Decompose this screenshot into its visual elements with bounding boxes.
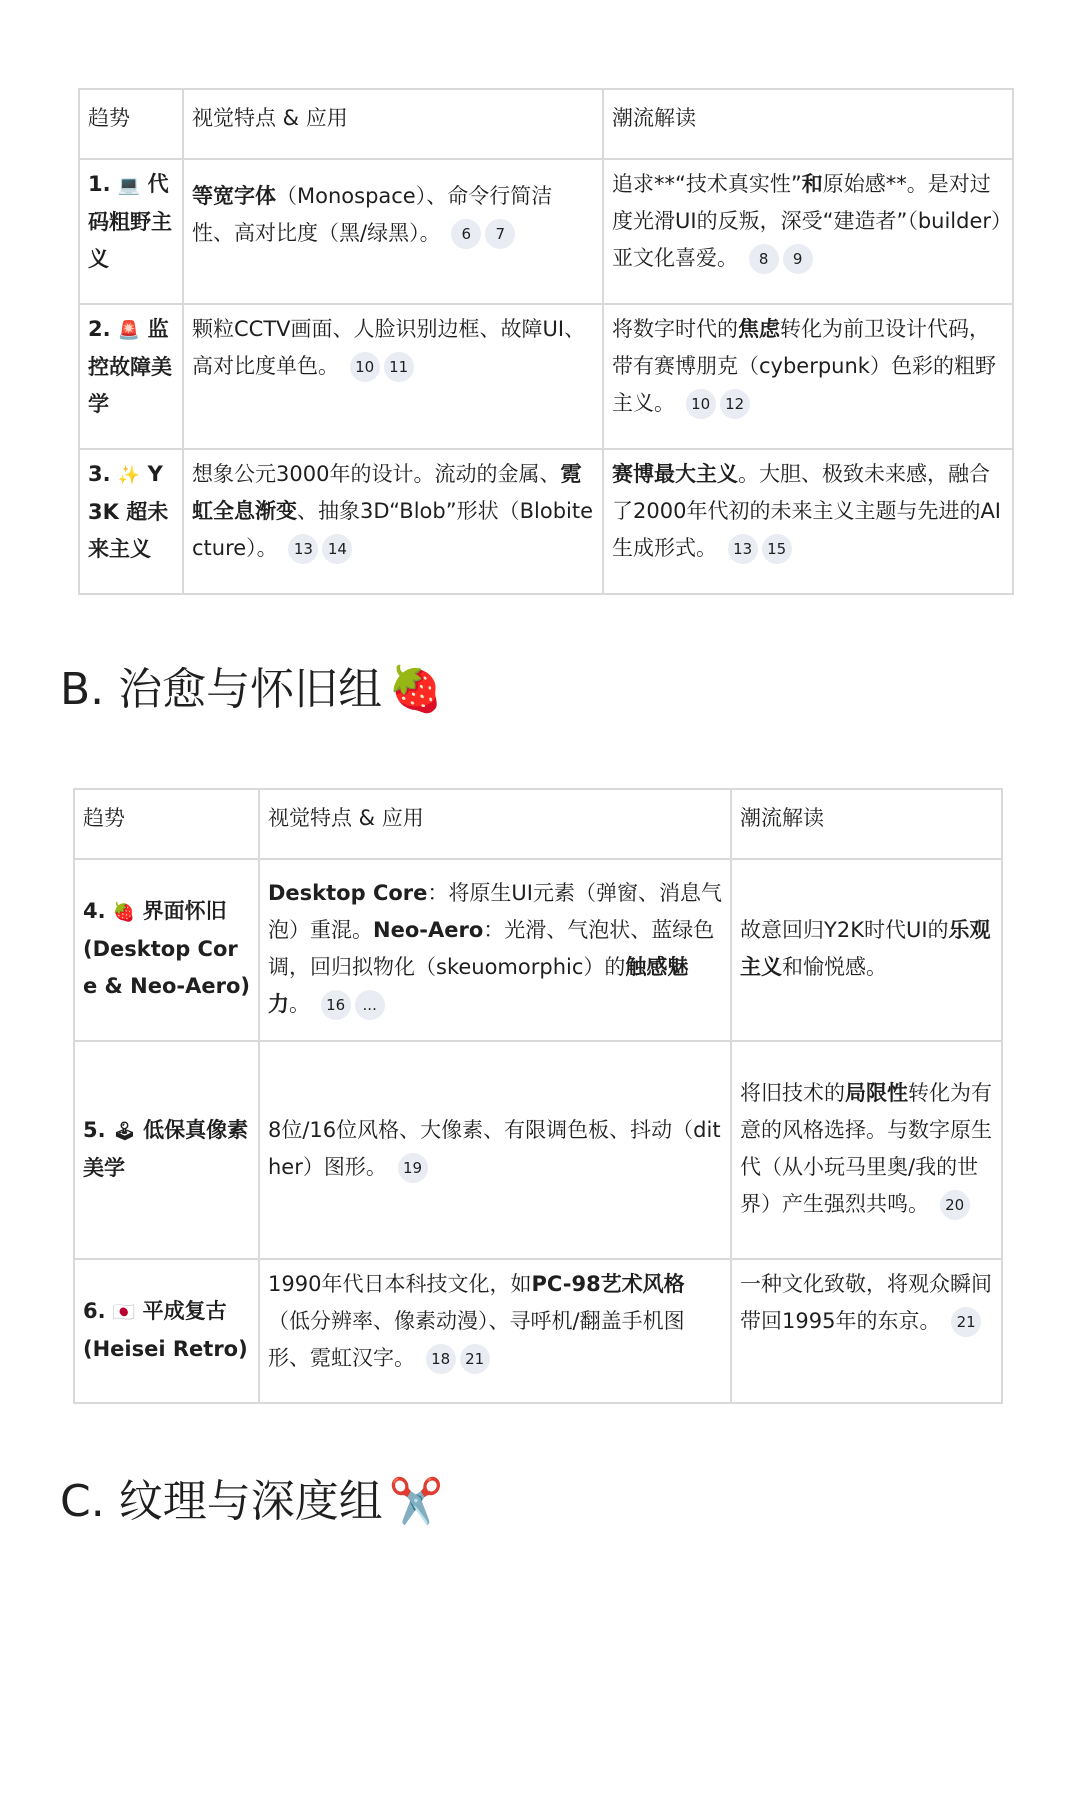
header-trend: 趋势 (79, 89, 183, 159)
citation-chip[interactable]: 10 (686, 389, 716, 419)
trend-number: 1. (88, 172, 111, 196)
citation-chip[interactable]: 6 (451, 219, 481, 249)
citation-chip[interactable]: 19 (398, 1153, 428, 1183)
header-reading: 潮流解读 (603, 89, 1013, 159)
citation-chip[interactable]: 14 (322, 534, 352, 564)
citation-chip[interactable]: 8 (749, 244, 779, 274)
header-visual: 视觉特点 & 应用 (259, 789, 731, 859)
visual-text: ：光滑、气泡状、蓝绿色调，回归拟物化（skeuomorphic）的 (268, 918, 715, 979)
visual-bold-text: 霓虹全息渐变 (192, 462, 582, 523)
visual-cell (183, 159, 603, 304)
section-heading-b (60, 662, 443, 718)
table-row (79, 449, 1013, 594)
scissors-icon: ✂️ (388, 1476, 444, 1527)
reading-text: 和愉悦感。 (782, 955, 887, 979)
citation-chip[interactable]: 16 (321, 990, 351, 1020)
citation-chip[interactable]: 12 (720, 389, 750, 419)
visual-text: （低分辨率、像素动漫）、寻呼机/翻盖手机图形、霓虹汉字。 (268, 1309, 685, 1370)
reading-bold-text: 焦虑 (738, 317, 780, 341)
trend-table-b (73, 788, 1003, 1404)
reading-bold-text: 乐观主义 (740, 918, 991, 979)
trend-name-cell (79, 159, 183, 304)
visual-text: 。 (289, 992, 310, 1016)
trend-title: 代码粗野主义 (88, 172, 172, 271)
reading-text: 追求**“技术真实性” (612, 172, 802, 196)
section-heading-c (60, 1474, 444, 1530)
trend-number: 3. (88, 462, 111, 486)
visual-cell (259, 1259, 731, 1403)
visual-bold-text: Neo-Aero (373, 918, 484, 942)
trend-title: 监控故障美学 (88, 317, 172, 416)
citation-chip[interactable]: 7 (485, 219, 515, 249)
trend-name-cell (74, 1041, 259, 1259)
trend-title: 界面怀旧 (Desktop Core & Neo-Aero) (83, 899, 251, 998)
table-row (79, 304, 1013, 449)
citation-more-chip[interactable]: ... (355, 990, 385, 1020)
citation-chip[interactable]: 21 (460, 1344, 490, 1374)
laptop-icon: 💻 (117, 175, 141, 196)
citation-chip[interactable]: 11 (384, 352, 414, 382)
reading-text: 原始感**。是对过度光滑UI的反叛，深受“建造者”（builder）亚文化喜爱。 (612, 172, 1002, 270)
header-trend: 趋势 (74, 789, 259, 859)
joystick-icon: 🕹 (112, 1120, 136, 1142)
visual-text: 想象公元3000年的设计。流动的金属、 (192, 462, 561, 486)
reading-text: 故意回归Y2K时代UI的 (740, 918, 949, 942)
reading-cell (731, 1041, 1002, 1259)
visual-bold-text: PC-98艺术风格 (531, 1272, 685, 1296)
reading-text: 转化为前卫设计代码，带有赛博朋克（cyberpunk）色彩的粗野主义。 (612, 317, 996, 415)
citation-chip[interactable]: 9 (783, 244, 813, 274)
reading-text: 。大胆、极致未来感，融合了2000年代初的未来主义主题与先进的AI生成形式。 (612, 462, 1002, 560)
table-row (74, 859, 1002, 1041)
trend-table-a (78, 88, 1014, 595)
reading-text: 将旧技术的 (740, 1081, 845, 1105)
reading-bold-text: 局限性 (845, 1081, 908, 1105)
citation-chip[interactable]: 13 (288, 534, 318, 564)
trend-title: Y3K 超未来主义 (88, 462, 169, 561)
siren-icon: 🚨 (117, 320, 141, 341)
reading-cell (603, 159, 1013, 304)
reading-cell (731, 1259, 1002, 1403)
table-row (74, 1259, 1002, 1403)
visual-cell (183, 304, 603, 449)
reading-cell (603, 449, 1013, 594)
citation-chip[interactable]: 10 (350, 352, 380, 382)
visual-text: ：将原生UI元素（弹窗、消息气泡）重混。 (268, 881, 722, 942)
visual-cell (259, 859, 731, 1041)
heading-text: C. 纹理与深度组 (60, 1476, 383, 1527)
reading-cell (603, 304, 1013, 449)
table-header-row (79, 89, 1013, 159)
reading-bold-text: 赛博最大主义 (612, 462, 738, 486)
header-reading: 潮流解读 (731, 789, 1002, 859)
strawberry-icon: 🍓 (112, 902, 136, 923)
reading-text: 将数字时代的 (612, 317, 738, 341)
strawberry-icon: 🍓 (388, 664, 443, 715)
trend-title: 低保真像素美学 (83, 1117, 249, 1180)
sparkles-icon: ✨ (117, 465, 141, 486)
header-visual: 视觉特点 & 应用 (183, 89, 603, 159)
visual-bold-text: Desktop Core (268, 881, 428, 905)
visual-text: 颗粒CCTV画面、人脸识别边框、故障UI、高对比度单色。 (192, 317, 586, 378)
table-row (79, 159, 1013, 304)
visual-text: 、抽象3D“Blob”形状（Blobitecture）。 (192, 499, 594, 560)
trend-name-cell (79, 449, 183, 594)
table-row (74, 1041, 1002, 1259)
reading-text: 转化为有意的风格选择。与数字原生代（从小玩马里奥/我的世界）产生强烈共鸣。 (740, 1081, 992, 1216)
visual-bold-text: 触感魅力 (268, 955, 689, 1016)
citation-chip[interactable]: 21 (951, 1307, 981, 1337)
citation-chip[interactable]: 15 (762, 534, 792, 564)
reading-text: 一种文化致敬，将观众瞬间带回1995年的东京。 (740, 1272, 992, 1333)
visual-text: （Monospace）、命令行简洁性、高对比度（黑/绿黑）。 (192, 184, 553, 245)
trend-number: 4. (83, 899, 106, 923)
trend-number: 6. (83, 1298, 106, 1323)
heading-text: B. 治愈与怀旧组 (60, 664, 383, 715)
trend-name-cell (74, 859, 259, 1041)
trend-name-cell (79, 304, 183, 449)
reading-bold-text: 和 (801, 172, 823, 196)
trend-number: 5. (83, 1117, 106, 1142)
trend-name-cell (74, 1259, 259, 1403)
japan-flag-icon: 🇯🇵 (112, 1301, 136, 1323)
visual-text: 1990年代日本科技文化，如 (268, 1272, 532, 1296)
citation-chip[interactable]: 13 (728, 534, 758, 564)
reading-cell (731, 859, 1002, 1041)
visual-bold-text: 等宽字体 (192, 184, 276, 208)
visual-text: 8位/16位风格、大像素、有限调色板、抖动（dither）图形。 (268, 1118, 721, 1179)
visual-cell (183, 449, 603, 594)
citation-chip[interactable]: 18 (426, 1344, 456, 1374)
trend-title: 平成复古 (Heisei Retro) (83, 1298, 248, 1361)
table-header-row (74, 789, 1002, 859)
citation-chip[interactable]: 20 (940, 1190, 970, 1220)
visual-cell (259, 1041, 731, 1259)
trend-number: 2. (88, 317, 111, 341)
